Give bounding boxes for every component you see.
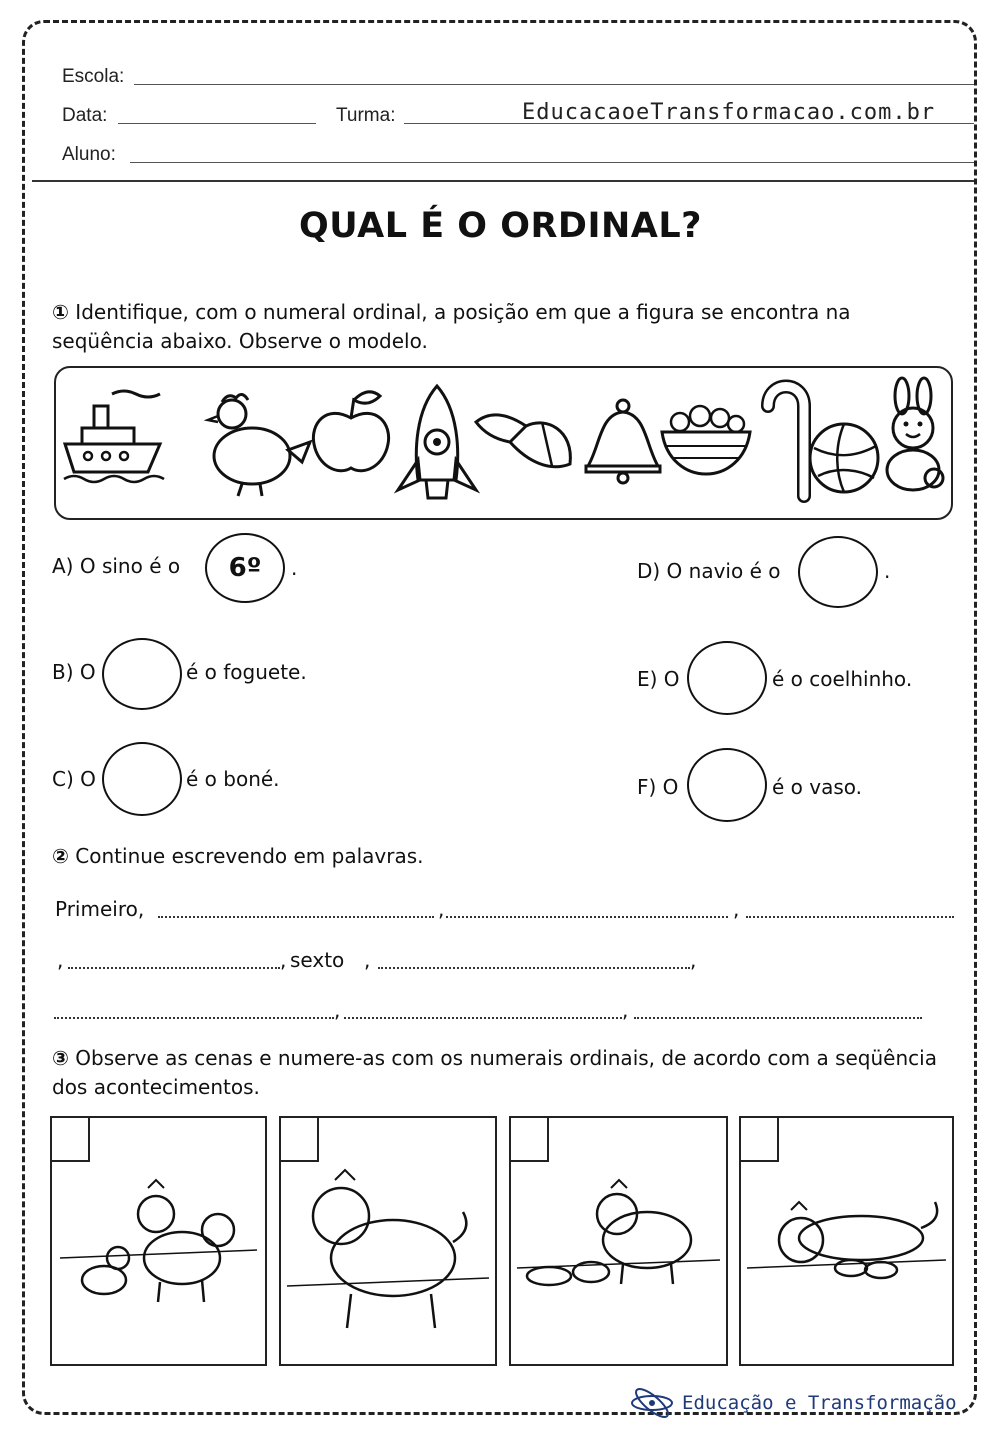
item-d-prefix: D) O navio é o [637, 559, 781, 583]
item-e-answer-circle[interactable] [687, 641, 767, 715]
blank-second[interactable] [158, 916, 434, 918]
comma: , [364, 948, 371, 972]
item-a-prefix: A) O sino é o [52, 554, 181, 578]
comma: , [438, 897, 445, 921]
date-field[interactable] [118, 123, 316, 124]
ball-icon [804, 418, 884, 498]
school-field[interactable] [134, 84, 974, 85]
student-field[interactable] [130, 162, 974, 163]
exercise2-number: ② [52, 844, 69, 868]
exercise1-number: ① [52, 300, 69, 324]
blank-tenth[interactable] [634, 1017, 922, 1019]
item-f-prefix: F) O [637, 775, 679, 799]
ship-icon [60, 384, 170, 494]
student-label: Aluno: [62, 144, 116, 165]
bell-icon [578, 396, 668, 486]
item-e-prefix: E) O [637, 667, 680, 691]
class-label: Turma: [336, 105, 396, 126]
cap-icon [470, 402, 580, 482]
item-f-answer-circle[interactable] [687, 748, 767, 822]
item-b-prefix: B) O [52, 660, 96, 684]
item-a-suffix: . [291, 556, 298, 580]
comma: , [334, 998, 341, 1022]
word-sixth: sexto [290, 948, 345, 972]
comma: , [280, 948, 287, 972]
exercise1-instruction [52, 298, 958, 356]
brand-text: Educação e Transformação [682, 1392, 957, 1414]
item-c-suffix: é o boné. [186, 767, 280, 791]
scene-1-number-box[interactable] [52, 1118, 90, 1162]
item-b-answer-circle[interactable] [102, 638, 182, 710]
item-d-suffix: . [884, 559, 891, 583]
exercise1-text: Identifique, com o numeral ordinal, a posição em que a figura se encontra na seqüência abaixo. Observe o modelo. [52, 300, 851, 353]
bunny-icon [878, 376, 948, 496]
blank-fifth[interactable] [68, 967, 280, 969]
flower-basket-icon [656, 394, 756, 484]
exercise3-text: Observe as cenas e numere-as com os numerais ordinais, de acordo com a seqüência dos acontecimentos. [52, 1046, 937, 1099]
item-e-suffix: é o coelhinho. [772, 667, 913, 691]
blank-seventh[interactable] [378, 967, 690, 969]
blank-third[interactable] [446, 916, 728, 918]
comma: , [733, 897, 740, 921]
brand-logo [630, 1388, 957, 1418]
exercise2-instruction [52, 842, 958, 871]
item-f-suffix: é o vaso. [772, 775, 863, 799]
blank-eighth[interactable] [54, 1017, 334, 1019]
scene-3 [509, 1116, 728, 1366]
scene-3-number-box[interactable] [511, 1118, 549, 1162]
site-watermark: EducacaoeTransformacao.com.br [522, 100, 936, 125]
hen-icon [204, 384, 314, 504]
item-d-answer-circle[interactable] [798, 536, 878, 608]
item-a-answer-circle[interactable] [205, 533, 285, 603]
school-label: Escola: [62, 66, 125, 87]
atom-logo-icon [630, 1388, 674, 1418]
scene-1 [50, 1116, 267, 1366]
comma: , [57, 948, 64, 972]
page-title: QUAL É O ORDINAL? [299, 206, 702, 246]
blank-ninth[interactable] [344, 1017, 622, 1019]
exercise3-instruction [52, 1044, 958, 1102]
scene-4 [739, 1116, 954, 1366]
word-first: Primeiro, [55, 897, 145, 921]
apple-icon [306, 384, 396, 484]
item-a-answer: 6º [228, 553, 262, 583]
item-c-prefix: C) O [52, 767, 96, 791]
comma: , [690, 948, 697, 972]
rocket-icon [392, 380, 482, 510]
item-c-answer-circle[interactable] [102, 742, 182, 816]
scene-2-number-box[interactable] [281, 1118, 319, 1162]
exercise2-text: Continue escrevendo em palavras. [75, 844, 424, 868]
scene-2 [279, 1116, 497, 1366]
scene-4-number-box[interactable] [741, 1118, 779, 1162]
blank-fourth[interactable] [746, 916, 954, 918]
date-label: Data: [62, 105, 108, 126]
header-separator [32, 180, 974, 182]
item-b-suffix: é o foguete. [186, 660, 307, 684]
exercise3-number: ③ [52, 1046, 69, 1070]
comma: , [622, 998, 629, 1022]
figure-sequence-box [54, 366, 953, 520]
